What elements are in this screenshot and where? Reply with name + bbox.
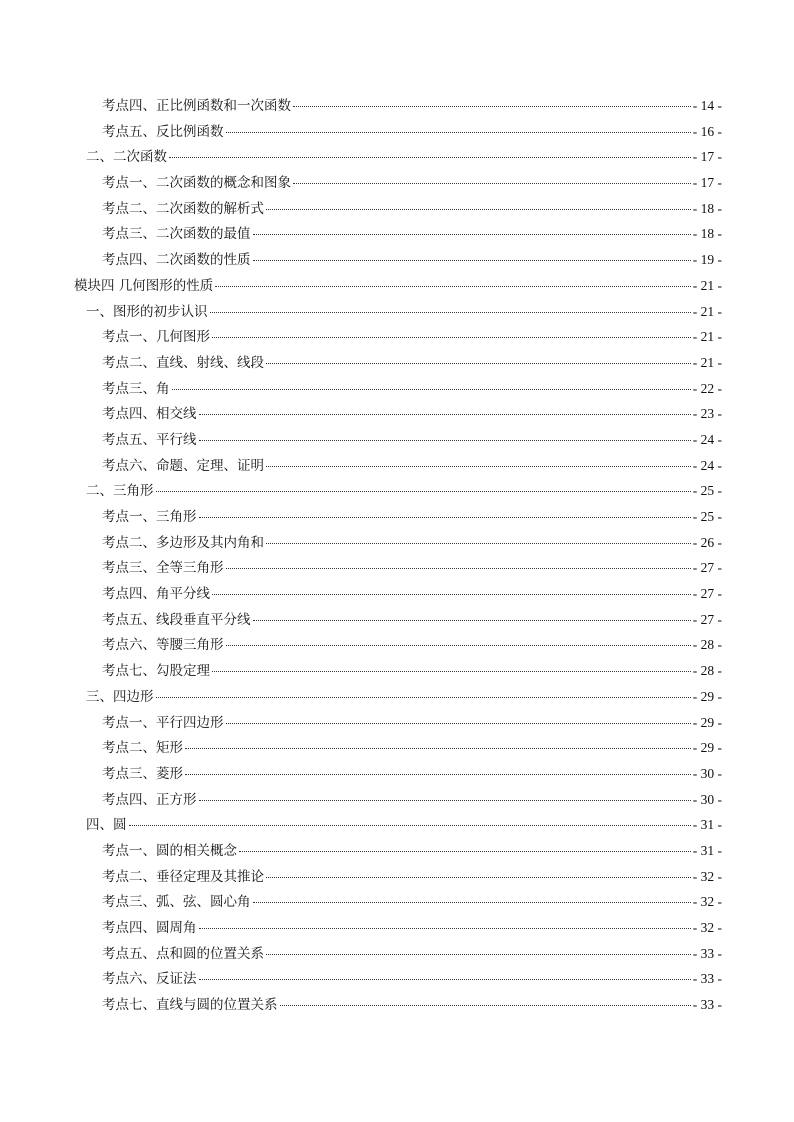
toc-entry-page-number: - 30 - xyxy=(692,765,722,781)
toc-entry-title: 考点五、平行线 xyxy=(102,431,197,448)
toc-entry-title: 三、四边形 xyxy=(86,688,154,705)
toc-entry-page-number: - 25 - xyxy=(692,509,722,524)
toc-entry-page-number: - 24 - xyxy=(692,431,722,447)
toc-entry[interactable] xyxy=(74,581,722,607)
dot-leader xyxy=(212,594,691,595)
toc-entry[interactable] xyxy=(74,221,722,247)
toc-entry[interactable] xyxy=(74,684,722,710)
dot-leader xyxy=(199,440,691,441)
toc-entry-page-number: - 18 - xyxy=(692,226,722,242)
toc-entry-title: 考点五、反比例函数 xyxy=(102,123,224,140)
toc-entry-title: 考点三、菱形 xyxy=(102,765,183,782)
dot-leader xyxy=(156,697,691,698)
toc-entry[interactable] xyxy=(74,401,722,427)
toc-entry-page-number: - 28 - xyxy=(692,663,722,679)
dot-leader xyxy=(199,414,691,415)
toc-entry[interactable] xyxy=(74,144,722,170)
toc-entry-title: 考点四、圆周角 xyxy=(102,920,197,936)
dot-leader xyxy=(239,851,691,852)
toc-entry[interactable] xyxy=(74,710,722,736)
toc-entry-title: 考点三、弧、弦、圆心角 xyxy=(102,894,251,911)
toc-entry[interactable] xyxy=(74,324,722,350)
toc-entry[interactable] xyxy=(74,812,722,838)
toc-entry-page-number: - 31 - xyxy=(692,817,722,833)
toc-entry-page-number: - 17 - xyxy=(692,175,722,191)
toc-entry-title: 考点二、二次函数的解析式 xyxy=(102,200,264,217)
toc-entry[interactable] xyxy=(74,504,722,530)
toc-entry[interactable] xyxy=(74,453,722,479)
toc-entry-page-number: - 29 - xyxy=(692,714,722,730)
dot-leader xyxy=(156,491,691,492)
toc-entry[interactable] xyxy=(74,247,722,273)
toc-entry-page-number: - 22 - xyxy=(692,380,722,396)
toc-entry[interactable] xyxy=(74,966,722,992)
dot-leader xyxy=(212,671,691,672)
dot-leader xyxy=(253,902,691,903)
toc-entry-page-number: - 19 - xyxy=(692,252,722,268)
toc-entry[interactable] xyxy=(74,889,722,915)
dot-leader xyxy=(266,363,691,364)
toc-entry-page-number: - 24 - xyxy=(692,457,722,473)
dot-leader xyxy=(253,234,691,235)
toc-entry[interactable] xyxy=(74,941,722,967)
toc-entry-title: 考点四、正方形 xyxy=(102,791,197,808)
toc-entry-title: 考点五、点和圆的位置关系 xyxy=(102,945,264,962)
toc-entry[interactable] xyxy=(74,838,722,864)
toc-entry-title: 模块四 几何图形的性质 xyxy=(74,277,214,294)
toc-entry-title: 考点五、线段垂直平分线 xyxy=(102,611,251,628)
dot-leader xyxy=(266,209,691,210)
dot-leader xyxy=(185,774,691,775)
dot-leader xyxy=(226,723,691,724)
toc-entry-page-number: - 25 - xyxy=(692,483,722,499)
toc-entry-title: 考点一、平行四边形 xyxy=(102,714,224,731)
toc-entry-title: 考点三、全等三角形 xyxy=(102,560,224,577)
toc-entry-page-number: - 21 - xyxy=(692,277,722,293)
dot-leader xyxy=(293,183,691,184)
toc-entry[interactable] xyxy=(74,299,722,325)
toc-entry[interactable] xyxy=(74,992,722,1018)
dot-leader xyxy=(210,312,691,313)
toc-entry-title: 考点四、角平分线 xyxy=(102,586,210,603)
dot-leader xyxy=(215,286,690,287)
toc-entry-page-number: - 33 - xyxy=(692,945,722,961)
toc-entry[interactable] xyxy=(74,376,722,402)
toc-entry-page-number: - 17 - xyxy=(692,149,722,165)
toc-entry-title: 考点二、直线、射线、线段 xyxy=(102,354,264,371)
toc-entry[interactable] xyxy=(74,658,722,684)
toc-entry-title: 考点六、反证法 xyxy=(102,971,197,988)
toc-entry-page-number: - 28 - xyxy=(692,637,722,653)
dot-leader xyxy=(199,979,691,980)
toc-entry-title: 考点四、正比例函数和一次函数 xyxy=(102,98,291,114)
dot-leader xyxy=(266,877,691,878)
toc-entry-title: 二、二次函数 xyxy=(86,149,167,166)
toc-entry[interactable] xyxy=(74,787,722,813)
dot-leader xyxy=(169,157,691,158)
toc-entry-title: 考点二、垂径定理及其推论 xyxy=(102,868,264,885)
dot-leader xyxy=(253,620,691,621)
toc-entry-title: 考点一、几何图形 xyxy=(102,329,210,346)
toc-entry-page-number: - 23 - xyxy=(692,406,722,422)
toc-entry-title: 考点六、命题、定理、证明 xyxy=(102,457,264,474)
toc-entry[interactable] xyxy=(74,864,722,890)
toc-entry-title: 一、图形的初步认识 xyxy=(86,303,208,320)
toc-entry[interactable] xyxy=(74,555,722,581)
toc-entry-page-number: - 29 - xyxy=(692,688,722,704)
dot-leader xyxy=(185,748,691,749)
toc-entry-title: 考点三、二次函数的最值 xyxy=(102,226,251,243)
toc-entry[interactable] xyxy=(74,761,722,787)
toc-entry-page-number: - 32 - xyxy=(692,920,722,935)
table-of-contents xyxy=(74,93,722,1018)
toc-entry[interactable] xyxy=(74,170,722,196)
dot-leader xyxy=(129,825,691,826)
toc-entry-title: 考点四、二次函数的性质 xyxy=(102,252,251,269)
dot-leader xyxy=(266,466,691,467)
toc-entry[interactable] xyxy=(74,735,722,761)
dot-leader xyxy=(199,800,691,801)
dot-leader xyxy=(212,337,691,338)
dot-leader xyxy=(280,1005,691,1006)
toc-entry-page-number: - 27 - xyxy=(692,611,722,627)
toc-entry-title: 考点四、相交线 xyxy=(102,406,197,423)
toc-entry-page-number: - 30 - xyxy=(692,791,722,807)
toc-entry-title: 考点二、多边形及其内角和 xyxy=(102,534,264,551)
toc-entry[interactable] xyxy=(74,915,722,941)
dot-leader xyxy=(293,106,691,107)
toc-entry-page-number: - 16 - xyxy=(692,123,722,139)
dot-leader xyxy=(172,389,691,390)
dot-leader xyxy=(199,928,691,929)
toc-entry[interactable] xyxy=(74,93,722,119)
toc-entry-page-number: - 33 - xyxy=(692,971,722,987)
toc-entry-title: 考点三、角 xyxy=(102,380,170,397)
toc-entry[interactable] xyxy=(74,632,722,658)
toc-entry-page-number: - 21 - xyxy=(692,354,722,370)
toc-entry-title: 考点一、二次函数的概念和图象 xyxy=(102,175,291,192)
toc-entry-page-number: - 32 - xyxy=(692,868,722,884)
toc-entry-title: 考点一、圆的相关概念 xyxy=(102,842,237,859)
toc-entry-page-number: - 27 - xyxy=(692,586,722,602)
toc-entry[interactable] xyxy=(74,607,722,633)
toc-entry[interactable] xyxy=(74,196,722,222)
dot-leader xyxy=(266,543,691,544)
toc-entry-title: 考点七、直线与圆的位置关系 xyxy=(102,997,278,1014)
toc-entry[interactable] xyxy=(74,530,722,556)
toc-entry-title: 考点二、矩形 xyxy=(102,740,183,757)
dot-leader xyxy=(266,954,691,955)
toc-entry[interactable] xyxy=(74,350,722,376)
toc-entry-page-number: - 21 - xyxy=(692,303,722,319)
toc-entry-page-number: - 29 - xyxy=(692,740,722,756)
toc-entry-page-number: - 18 - xyxy=(692,200,722,216)
dot-leader xyxy=(199,517,691,518)
toc-entry-title: 二、三角形 xyxy=(86,483,154,500)
toc-entry-page-number: - 27 - xyxy=(692,560,722,576)
toc-entry-title: 考点七、勾股定理 xyxy=(102,663,210,680)
toc-entry-page-number: - 33 - xyxy=(692,997,722,1013)
toc-entry-page-number: - 31 - xyxy=(692,842,722,858)
toc-entry-title: 考点一、三角形 xyxy=(102,509,197,525)
toc-entry[interactable] xyxy=(74,273,722,299)
dot-leader xyxy=(226,568,691,569)
dot-leader xyxy=(253,260,691,261)
dot-leader xyxy=(226,645,691,646)
toc-entry-page-number: - 14 - xyxy=(692,98,722,113)
toc-entry[interactable] xyxy=(74,119,722,145)
toc-entry-page-number: - 21 - xyxy=(692,329,722,345)
dot-leader xyxy=(226,132,691,133)
toc-entry-page-number: - 26 - xyxy=(692,534,722,550)
toc-entry-page-number: - 32 - xyxy=(692,894,722,910)
toc-entry-title: 四、圆 xyxy=(86,817,127,834)
toc-entry[interactable] xyxy=(74,427,722,453)
toc-entry[interactable] xyxy=(74,478,722,504)
toc-entry-title: 考点六、等腰三角形 xyxy=(102,637,224,654)
